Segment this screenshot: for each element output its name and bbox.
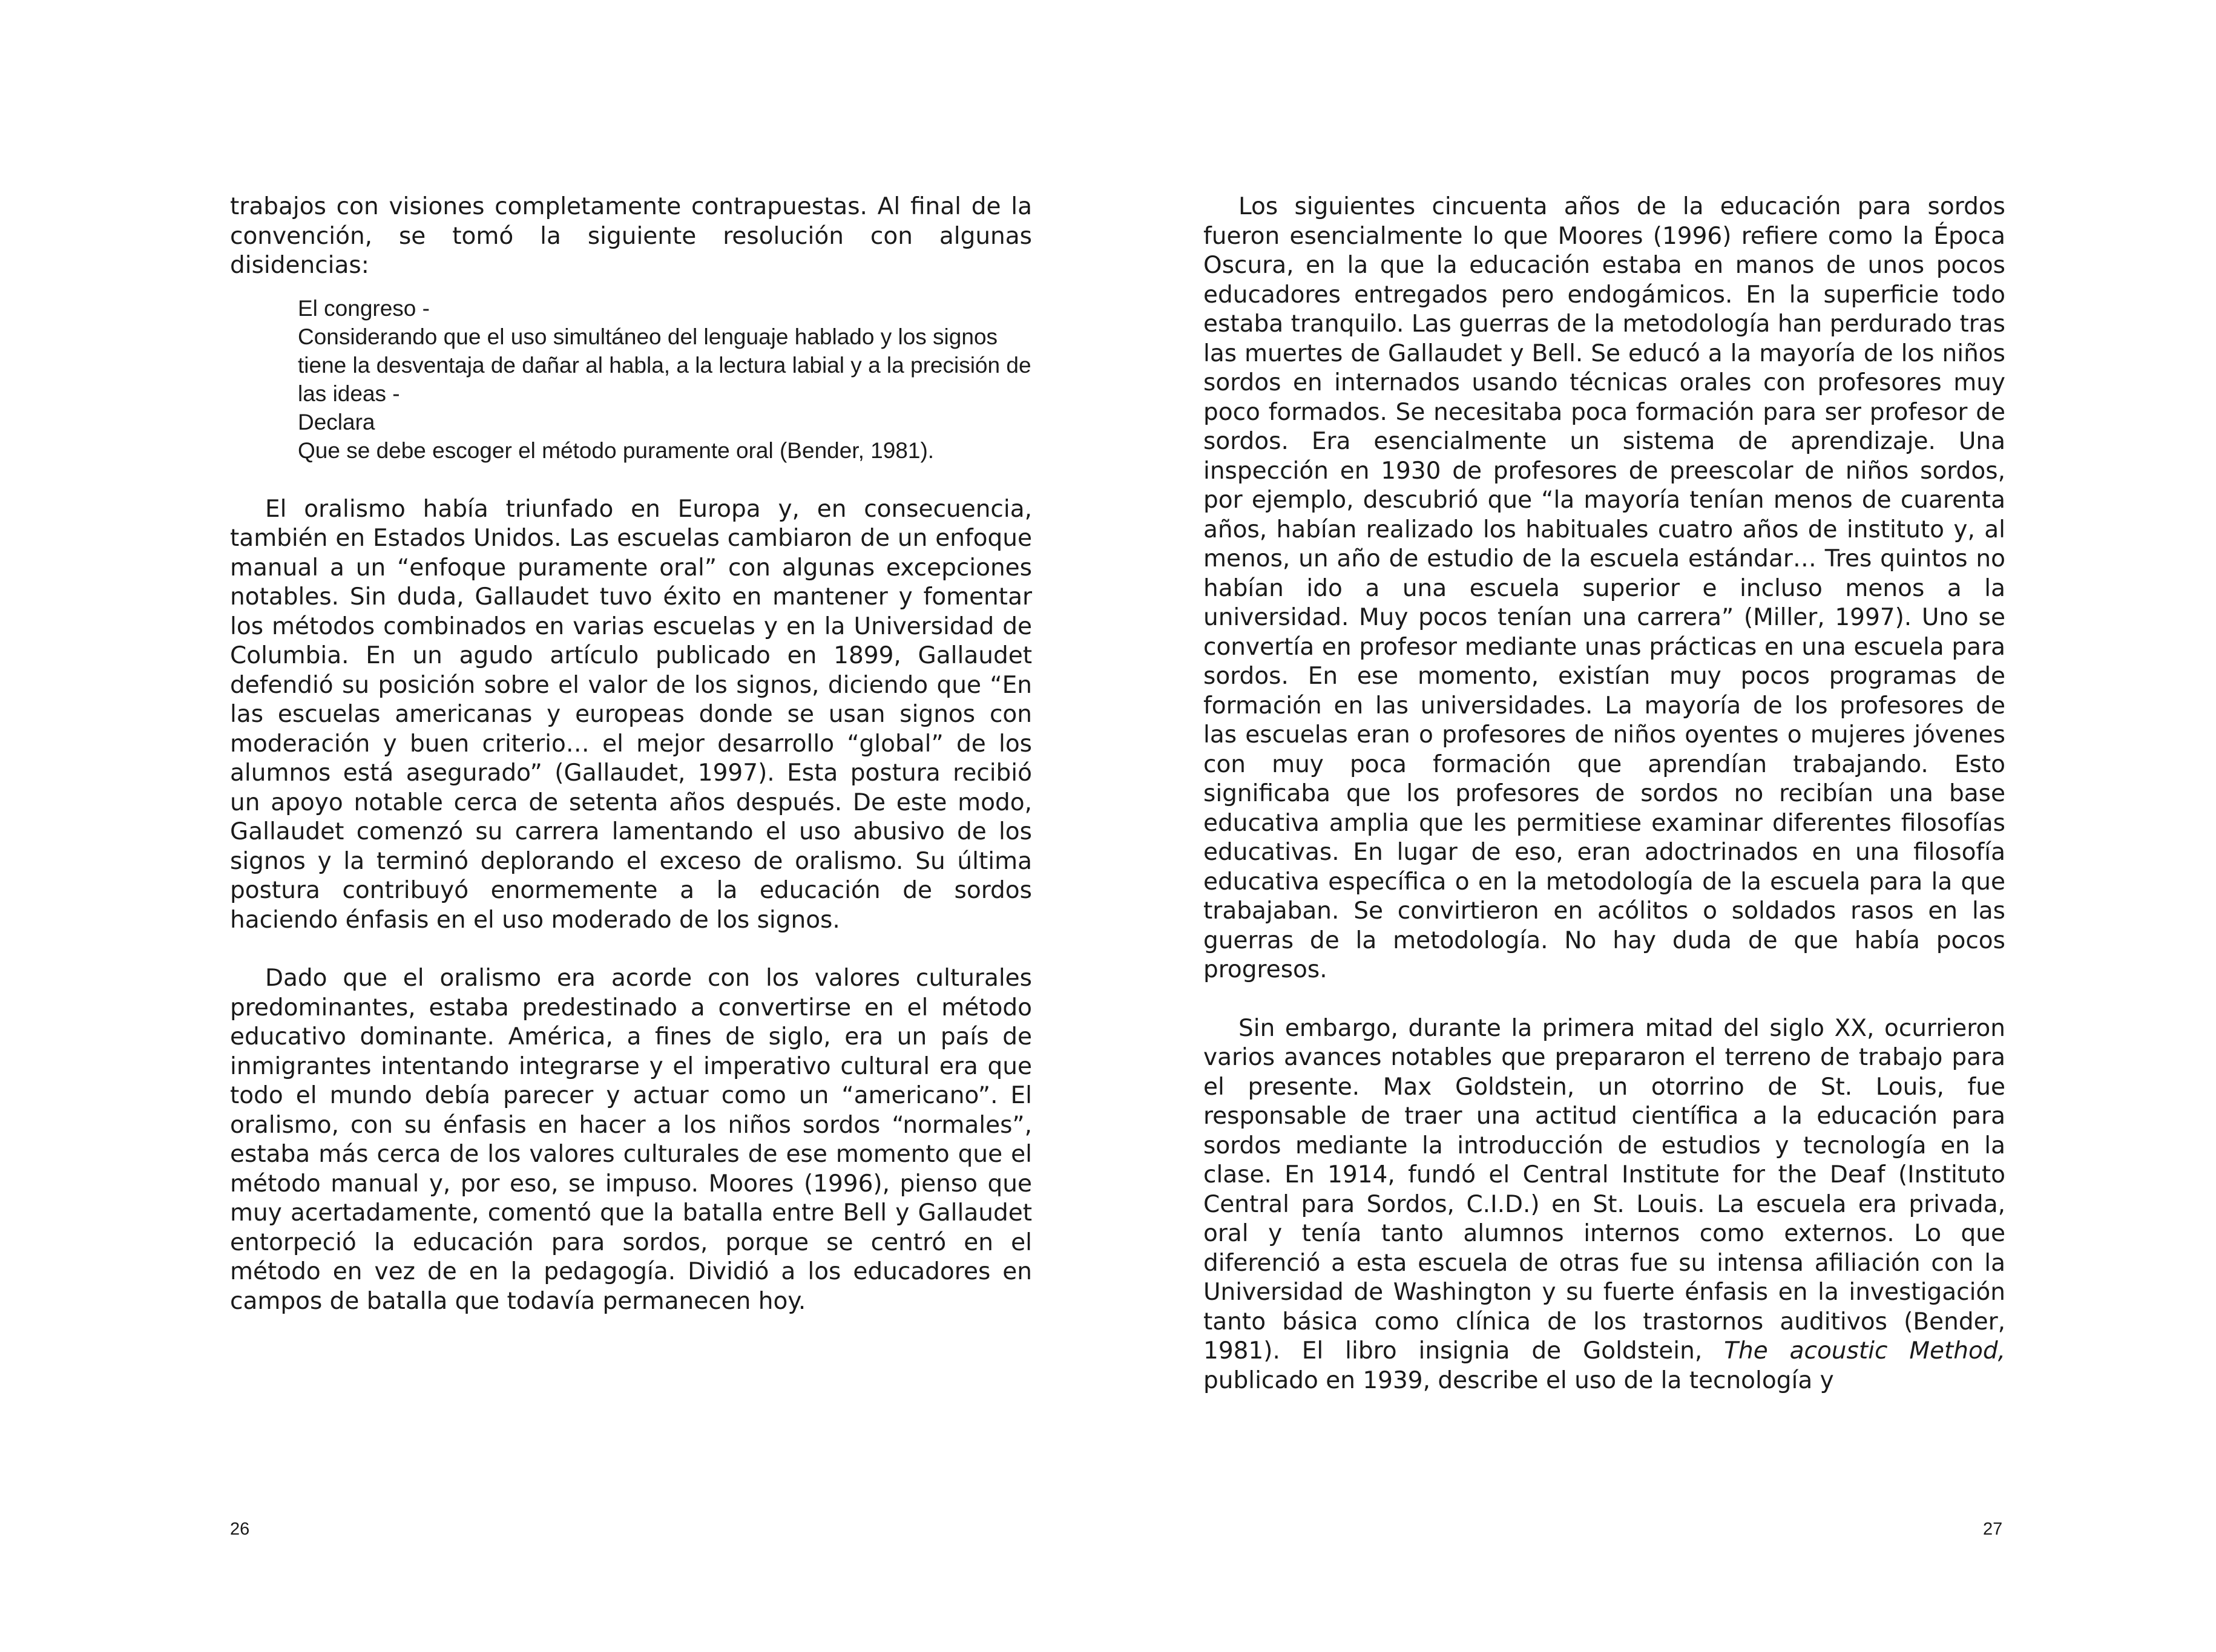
quote-line-2: Considerando que el uso simultáneo del lenguaje hablado y los signos tiene la desventaja de dañar al habla, a la lectura labial y a la precisión de las ideas - — [298, 324, 1031, 406]
quote-line-1: El congreso - — [298, 295, 430, 321]
page-number-right: 27 — [1983, 1519, 2003, 1539]
left-paragraph-3: Dado que el oralismo era acorde con los valores culturales predominantes, estaba predestinado a convertirse en el método educativo dominante. América, a fines de siglo, era un país de inmigrantes intentando integrarse y el imperativo cultural era que todo el mundo debía parecer y actuar como un “americano”. El oralismo, con su énfasis en hacer a los niños sordos “normales”, estaba más cerca de los valores culturales de ese momento que el método manual y, por eso, se impuso. Moores (1996), pienso que muy acertadamente, comentó que la batalla entre Bell y Gallaudet entorpeció la educación para sordos, porque se centró en el método en vez de en la pedagogía. Dividió a los educadores en campos de batalla que todavía permanecen hoy. — [230, 965, 1032, 1315]
quote-line-4: Que se debe escoger el método puramente oral (Bender, 1981). — [298, 438, 935, 463]
spacer — [1203, 985, 2005, 1014]
quote-line-3: Declara — [298, 409, 375, 434]
right-text-column — [1203, 192, 2005, 1395]
right-paragraph-2 — [1203, 1014, 2005, 1396]
left-paragraph-1: trabajos con visiones completamente contrapuestas. Al final de la convención, se tomó la siguiente resolución con algunas disidencias: — [230, 193, 1032, 279]
right-paragraph-2-tail: publicado en 1939, describe el uso de la tecnología y — [1203, 1366, 1834, 1394]
right-paragraph-2-text: Sin embargo, durante la primera mitad del siglo XX, ocurrieron varios avances notables que prepararon el terreno de trabajo para el presente. Max Goldstein, un otorrino de St. Louis, fue responsable de traer una actitud científica a la educación para sordos mediante la introducción de estudios y tecnología en la clase. En 1914, fundó el Central Institute for the Deaf (Instituto Central para Sordos, C.I.D.) en St. Louis. La escuela era privada, oral y tenía tanto alumnos internos como externos. Lo que diferenció a esta escuela de otras fue su intensa afiliación con la Universidad de Washington y su fuerte énfasis en la investigación tanto básica como clínica de los trastornos auditivos (Bender, 1981). El libro insignia de Goldstein, — [1203, 1014, 2005, 1365]
left-paragraph-2: El oralismo había triunfado en Europa y, en consecuencia, también en Estados Unidos. Las escuelas cambiaron de un enfoque manual a un “enfoque puramente oral” con algunas excepciones notables. Sin duda, Gallaudet tuvo éxito en mantener y fomentar los métodos combinados en varias escuelas y en la Universidad de Columbia. En un agudo artículo publicado en 1899, Gallaudet defendió su posición sobre el valor de los signos, diciendo que “En las escuelas americanas y europeas donde se usan signos con moderación y buen criterio… el mejor desarrollo “global” de los alumnos está asegurado” (Gallaudet, 1997). Esta postura recibió un apoyo notable cerca de setenta años después. De este modo, Gallaudet comenzó su carrera lamentando el uso abusivo de los signos y la terminó deplorando el exceso de oralismo. Su última postura contribuyó enormemente a la educación de sordos haciendo énfasis en el uso moderado de los signos. — [230, 495, 1032, 934]
right-paragraph-1: Los siguientes cincuenta años de la educación para sordos fueron esencialmente lo que Moores (1996) refiere como la Época Oscura, en la que la educación estaba en manos de unos pocos educadores entregados pero endogámicos. En la superficie todo estaba tranquilo. Las guerras de la metodología han perdurado tras las muertes de Gallaudet y Bell. Se educó a la mayoría de los niños sordos en internados usando técnicas orales con profesores muy poco formados. Se necesitaba poca formación para ser profesor de sordos. Era esencialmente un sistema de aprendizaje. Una inspección en 1930 de profesores de preescolar de niños sordos, por ejemplo, descubrió que “la mayoría tenían menos de cuarenta años, habían realizado los habituales cuatro años de instituto y, al menos, un año de estudio de la escuela estándar… Tres quintos no habían ido a una escuela superior e incluso menos a la universidad. Muy pocos tenían una carrera” (Miller, 1997). Uno se convertía en profesor mediante unas prácticas en una escuela para sordos. En ese momento, existían muy pocos programas de formación en las universidades. La mayoría de los profesores de las escuelas eran o profesores de niños oyentes o mujeres jóvenes con muy poca formación que aprendían trabajando. Esto significaba que los profesores de sordos no recibían una base educativa amplia que les permitiese examinar diferentes filosofías educativas. En lugar de eso, eran adoctrinados en una filosofía educativa específica o en la metodología de la escuela para la que trabajaban. Se convirtieron en acólitos o soldados rasos en las guerras de la metodología. No hay duda de que había pocos progresos. — [1203, 193, 2005, 983]
book-title: The acoustic Method, — [1724, 1337, 2005, 1365]
page-number-left: 26 — [230, 1519, 250, 1539]
